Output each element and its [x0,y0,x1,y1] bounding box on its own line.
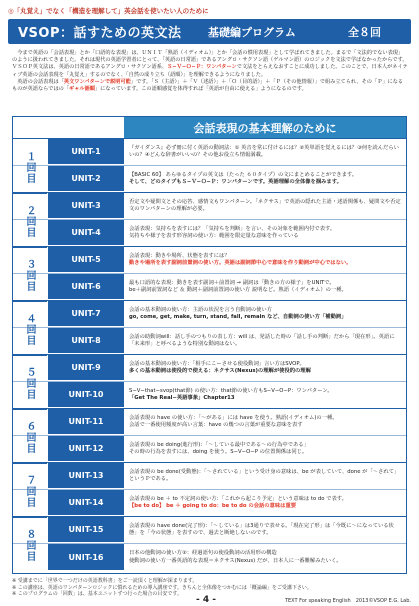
unit-label: UNIT-9 [48,355,124,381]
table-row [13,220,406,247]
round-divider [12,247,47,248]
round-label [12,302,47,356]
unit-description-line: 会話表現の have done(完了形)：「〜している」は3通りで表せる。「現在完了形」は「今既に〜になっている状態」を「今の状態」を表すので、過去と断絶しないのです。 [129,522,394,536]
round-divider [12,409,47,410]
copyright-credit: TEXT For speaking English 2013©VSOP E.G. Lab. [284,598,411,604]
unit-description-line: 会話表現の be done(受動態)：「〜されている」という受け身の意味は、be が表していて、done が「〜されて」というＰである。 [129,468,400,482]
unit-description-line: 会話の基本動詞の使い方：主語の状況を言う自動詞の使い方 [129,306,273,313]
unit-description [124,436,406,462]
unit-label: UNIT-15 [48,517,124,543]
unit-label: UNIT-4 [48,220,124,246]
unit-description [124,490,406,516]
unit-description [124,274,406,300]
unit-rows [13,139,406,571]
round-label [12,356,47,410]
table-row [13,247,406,274]
unit-description-line: 多くの基本動詞は使役的で使える：ネクサス(Nexus)の理解が使役的の理解 [129,368,311,374]
unit-description-line: 会話表現の have の使い方：「〜がある」には have を使う。熟語(イディオム)の一種。 [129,414,338,421]
unit-label: UNIT-1 [48,139,124,165]
round-divider [12,301,47,302]
round-label [12,410,47,464]
table-row [13,274,406,301]
round-divider [12,193,47,194]
table-row [13,517,406,544]
unit-description-line: そして、どのタイプもＳ−Ｖ−Ｏ−Ｐ：ワンパターンです。英語理解の全体像を掴みます。 [129,179,342,185]
unit-description-line: 『ガイダンス』必ず冊に付く英語の動詞法：① 英音を常に付けるには？②英単語を覚えるには？③何を読んだらいいの？④どんな辞書がいいの？その他お役立ち情報満載。 [129,144,399,158]
round-label-text: ２回目 [24,204,35,238]
round-divider [12,517,47,518]
page-number: - 4 - [196,595,216,605]
unit-description-line: 使動詞の使い方一番英語的な表現＝ネクサス(Nexus) だが、日本人に一番難解みたいく。 [129,557,342,564]
unit-description [124,247,406,273]
page-title: VSOP：話すための英文法 [18,26,182,41]
unit-description [124,382,406,408]
round-label-text: ６回目 [24,420,35,454]
round-label-text: ３回目 [24,258,35,292]
table-row [13,328,406,355]
unit-label: UNIT-13 [48,463,124,489]
table-row [13,382,406,409]
unit-description [124,328,406,354]
unit-label: UNIT-5 [48,247,124,273]
round-label-text: １回目 [24,150,35,184]
unit-description-line: 会話の基本動詞の使い方：「相手にこーさせる使役動詞」言い方はSVOP。 [129,360,305,367]
round-label-text: ４回目 [24,312,35,346]
intro-text [12,50,408,93]
unit-description [124,220,406,246]
unit-description-line: 【BASIC 60】 あらゆるタイプの英文は（たった ６０タイプ）の文にまとめることができます。 [129,171,358,178]
unit-label: UNIT-10 [48,382,124,408]
round-label-text: ５回目 [24,366,35,400]
round-label [12,248,47,302]
highlight-word-order: ギャル語順 [69,86,95,93]
round-label [12,194,47,248]
unit-label: UNIT-8 [48,328,124,354]
unit-description-line: 会話表現の be doing(進行形)：「〜している最中である〜の行為中である」 [129,441,309,448]
curriculum-table [12,116,407,574]
unit-description-line: 会話表現の be ＋ to 不定詞の使い方：「これから起こり予定」という意味は to do で表す。 [129,495,347,502]
unit-description-line: 【be to do】 be ＋ going to do：be to do の会話の意味は重要 [129,503,297,509]
unit-description-line: その時の行為を表すには、doing を使う。S−V−O−P の位置関係は同じ。 [129,449,308,455]
round-label-text: ７回目 [24,474,35,508]
unit-description [124,193,406,219]
unit-label: UNIT-12 [48,436,124,462]
program-subtitle: 基礎編プログラム [208,25,296,39]
unit-description-line: 会話の助動詞will：話し手のつもりの表し方：will は、発話した時の「話し手の判断」だから「現在形」。英語に「未来形」と呼べるような特別な動詞はない。 [129,333,395,347]
unit-description-line: 「Get The Real−英語事象」Chapter13 [129,395,235,401]
round-divider [12,355,47,356]
footer [0,596,419,606]
table-row [13,490,406,517]
table-row [13,166,406,193]
unit-description-line: be＋副詞前置詞など ＆ 動詞＋副詞前置詞の使い方 説明など。熟語（イディオム）の一種。 [129,287,347,293]
unit-label: UNIT-3 [48,193,124,219]
table-row [13,193,406,220]
round-divider [12,463,47,464]
unit-description-line: 動きや場所を表す副詞前置詞の使い方。英語は副詞節中心で意味を作り動詞が中心ではない。 [129,260,352,266]
round-label [12,518,47,572]
table-header [13,117,406,139]
table-row [13,436,406,463]
unit-description-line: 会話表現：気持ちを表すには？「気持ちを判断」を言い、その対象を範囲内付で表す。 [129,225,336,232]
unit-description-line: go, come, get, make, turn, stand, fall, remain など、自動詞の使い方「補動詞」 [129,314,347,320]
unit-label: UNIT-2 [48,166,124,192]
unit-description [124,166,406,192]
title-bar [8,19,411,44]
highlight-svop: Ｓ−Ｖ−Ｏ−Ｐ：ワンパターン [167,64,237,71]
unit-description-line: 気持ちや様子を表す形容詞の使い方：範囲を限定量な意味を作っている [129,233,299,239]
unit-description [124,409,406,435]
table-row [13,139,406,166]
highlight-one-pattern: 英文ワンパターンで説明可能 [63,78,131,85]
round-label-text: ８回目 [24,528,35,562]
unit-description-line: 否定文や疑問文とその応答、感情文もワンパターン。「ネクサス」で英語の隠れた主語・述語関係も、疑問文や否定文のワンパターンの理解が必要。 [129,198,401,212]
footnote: ※ 受講までに「世界で一つだけの英語教科書」をご一読頂くと理解が深まります。 [12,578,198,584]
unit-description [124,517,406,543]
session-count: 全８回 [348,25,381,39]
unit-label: UNIT-6 [48,274,124,300]
unit-description [124,544,406,571]
unit-description-line: 会話表現：動きや場所、状態を表すには？ [129,252,230,259]
unit-description [124,355,406,381]
round-label [12,140,47,194]
unit-description [124,463,406,489]
unit-description-line: 会話で一番使用頻度が高い言葉：have の幾つの言葉が重要な意味を表す [129,422,303,428]
table-row [13,409,406,436]
unit-description-line: 日本の他動詞の使い方②：経過語句の使役動詞の活用形の構造 [129,550,277,556]
unit-label: UNIT-7 [48,301,124,327]
table-row [13,301,406,328]
intro-paragraph-2: 英語の会話表現は「英文ワンパターンで説明可能」です。「Ｓ（主語）」＋「Ｖ（述語）」＋「Ｏ（目的語）」＋「Ｐ（その他情報）」で組み立てられ、その「Ｐ」になるものが英語ならではの「ギャル語順」になっています。この語順感覚を体得すれば「英語が自由に使える」ようになるのです。 [12,78,404,93]
unit-label: UNIT-14 [48,490,124,516]
footnote: ※ このプログラムの「回数」は、基本ユニットずつ行った場合の目安です。 [12,591,182,598]
table-row [13,463,406,490]
unit-description-line: S−V−that−svop(that節) の使い方：that節の使い方もS−V−O−P：ワンパターン。 [129,387,333,394]
unit-description [124,301,406,327]
table-row [13,355,406,382]
table-row [13,544,406,571]
intro-paragraph-1: 今まで英語の「会話表現」とか「口語的な表現」は、ＵＮＩＴ「熟語（イディオム）」とか「会話の慣用表現」として学ばれてきました。まるで「文法的でない表現」のように扱われてきました。それは現代の英語学習者にとって、「英語の日常語」であるアングロ・サクソン語（ゲルマン語）のロジックを文法で学ばなかったからです。ＶＳＯＰ英文法は、英語の日常語であるアングロ・サクソン語系、Ｓ−Ｖ−Ｏ−Ｐ：ワンパターンで文法をとらえなおすことに成功しました。このことで、日本人がネイティブ英語の会話表現を「丸覚え」するのでなく、「自然の成り立ち（語順）」を理解できるようになりました。 [12,50,408,78]
unit-description-line: 最も口語的な表現：動きを表す副詞＋前置詞 → 副詞は「動きの方の様子」をUNITで。 [129,279,335,286]
footnote: ※ この講座は、英語のワンパターンロジックに慣れるための導入講座です。きちんと全体像をつかむには「概論編」をご受講下さい。 [12,584,312,591]
unit-label: UNIT-16 [48,544,124,571]
top-note: ◎「丸覚え」でなく「構造を理解して」英会話を使いたい人のために [8,7,209,15]
table-title: 会話表現の基本理解のために [124,117,406,138]
unit-description [124,139,406,165]
unit-label: UNIT-11 [48,409,124,435]
round-label [12,464,47,518]
